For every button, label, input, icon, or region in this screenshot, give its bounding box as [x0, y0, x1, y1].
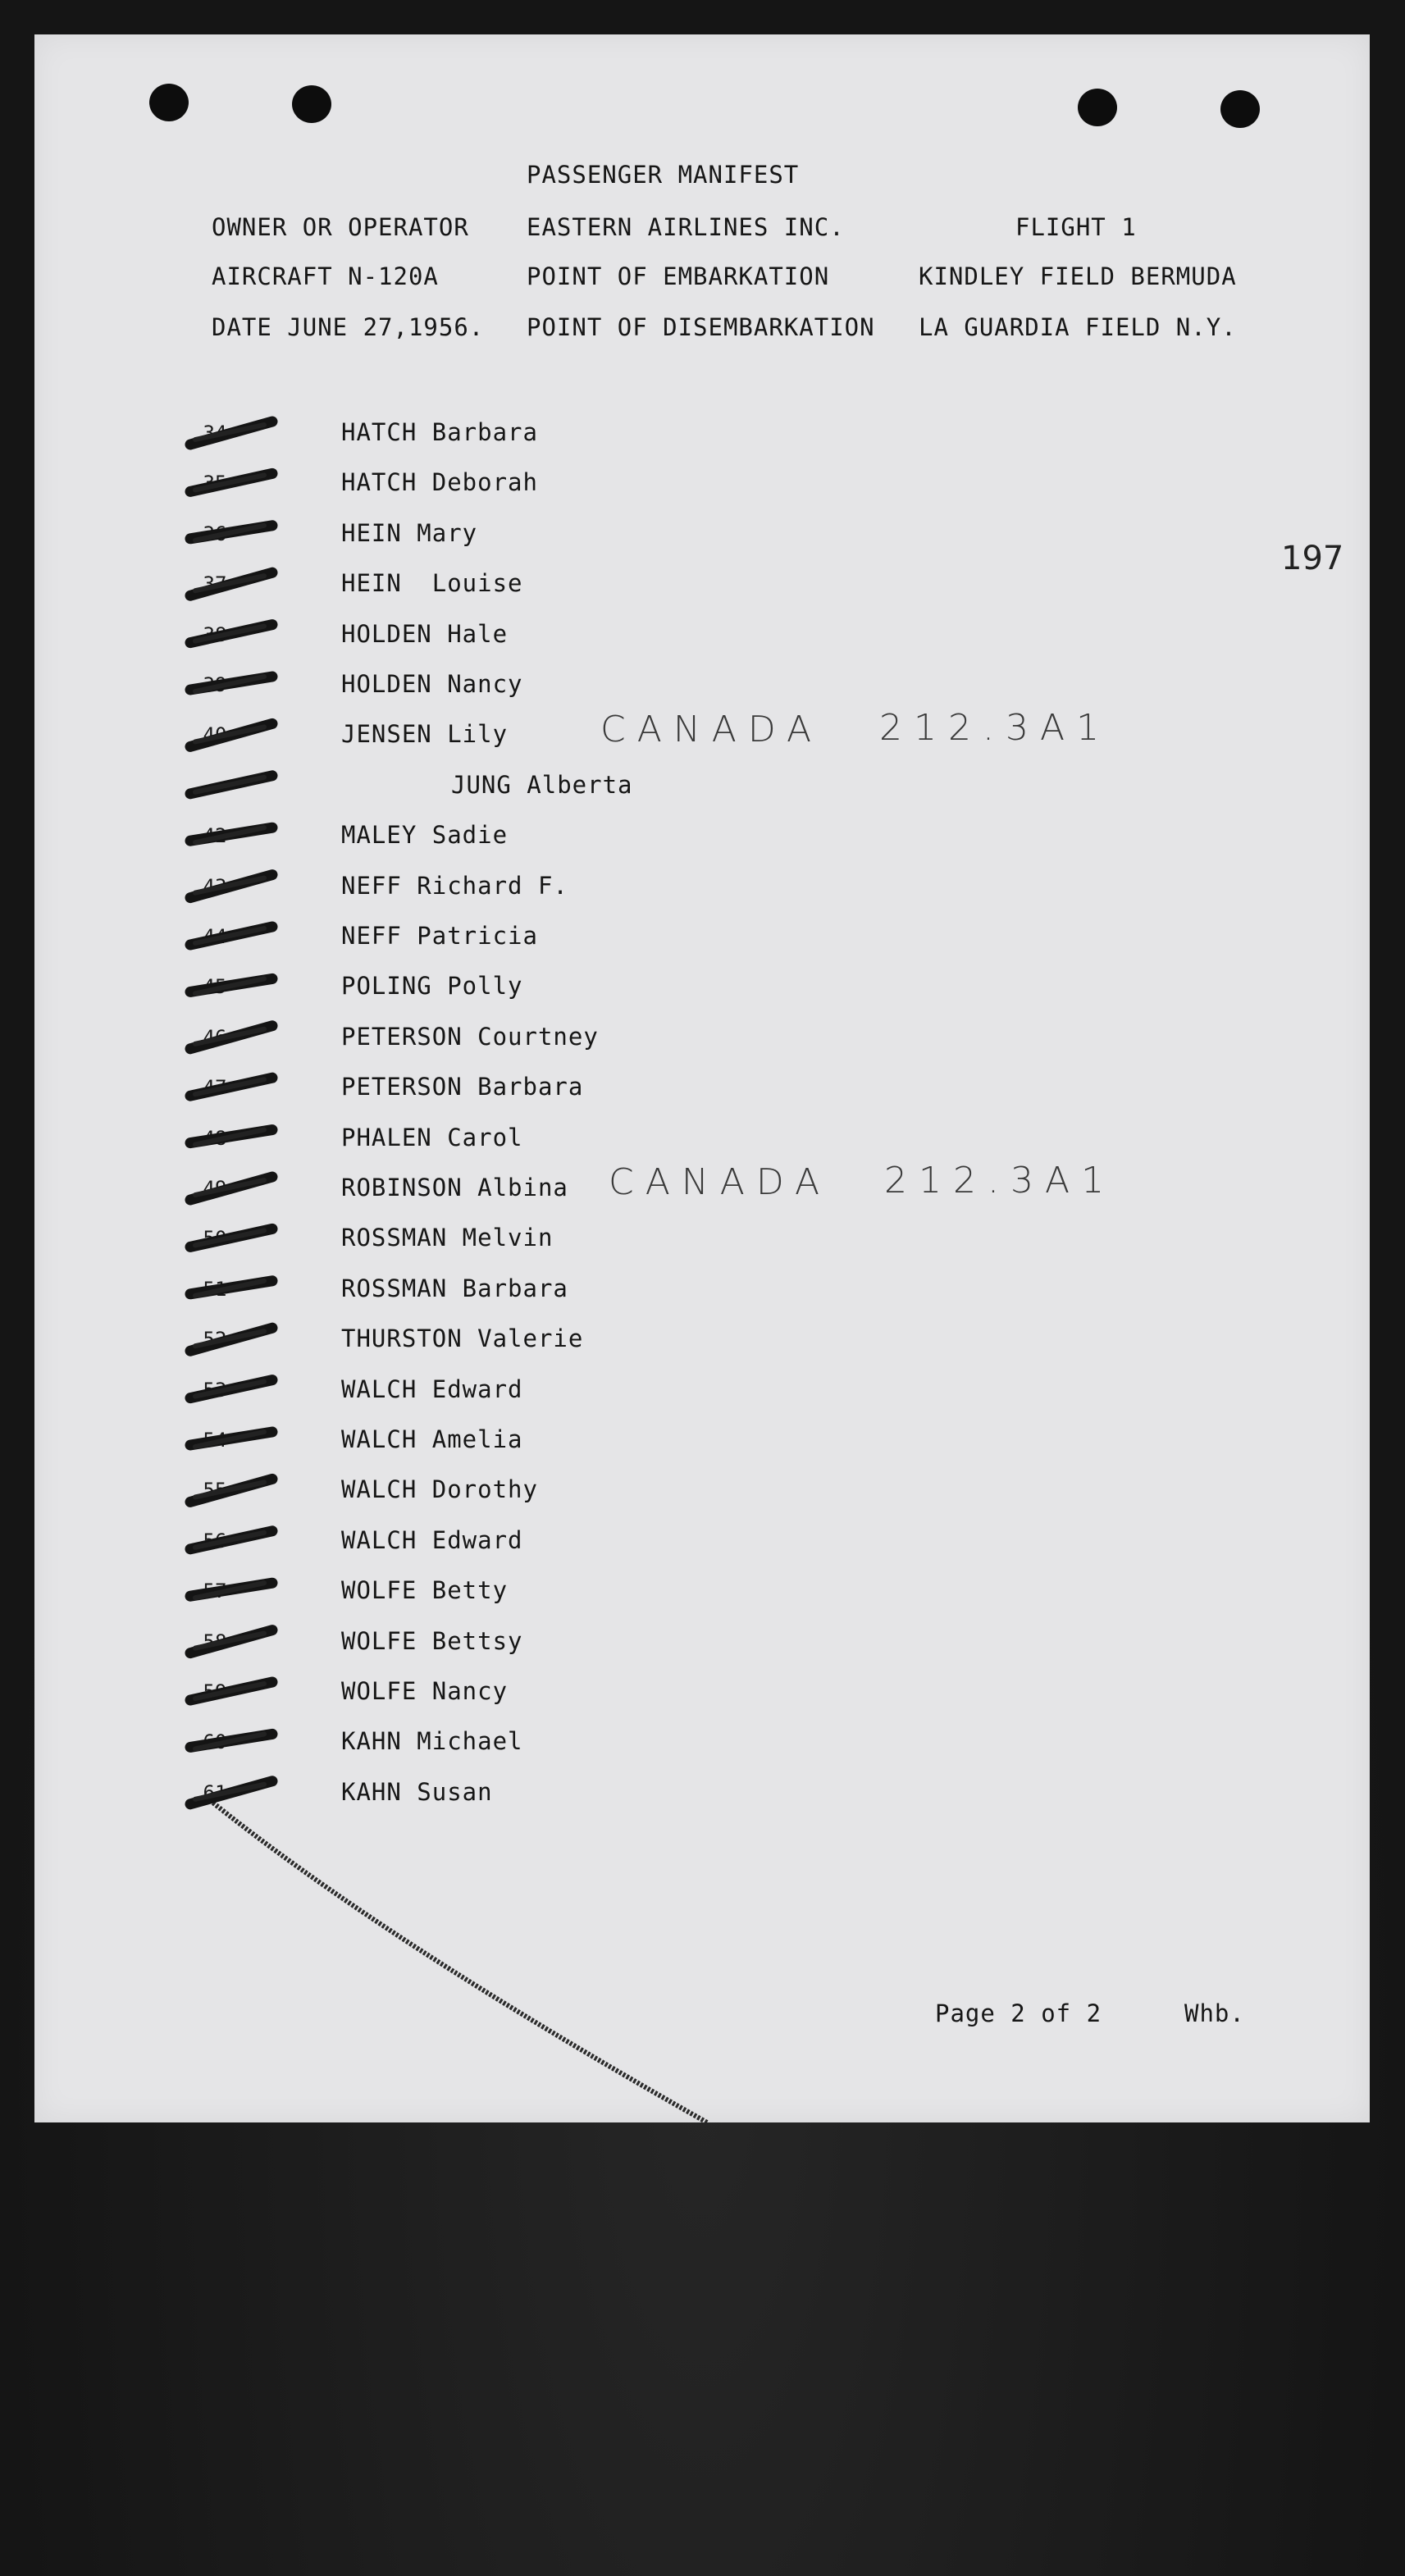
passenger-name: HOLDEN Nancy — [341, 670, 523, 698]
passenger-name: ROSSMAN Melvin — [341, 1224, 554, 1252]
passenger-name: POLING Polly — [341, 972, 523, 1001]
passenger-name: ROSSMAN Barbara — [341, 1274, 568, 1302]
passenger-name: WALCH Amelia — [341, 1425, 523, 1453]
passenger-number: 53 — [203, 1378, 227, 1402]
passenger-number: 59 — [203, 1680, 227, 1703]
passenger-name: WALCH Dorothy — [341, 1475, 538, 1504]
passenger-number: 40 — [203, 723, 227, 747]
passenger-number: 43 — [203, 874, 227, 898]
passenger-name: PETERSON Barbara — [341, 1073, 584, 1101]
passenger-number: 45 — [203, 975, 227, 999]
handwritten-code: 212.3A1 — [879, 707, 1111, 749]
page-count: Page 2 of 2 — [935, 1999, 1102, 2027]
passenger-number: 47 — [203, 1076, 227, 1100]
embarkation-value: KINDLEY FIELD BERMUDA — [919, 262, 1237, 290]
owner-label: OWNER OR OPERATOR — [212, 213, 469, 241]
passenger-name: WALCH Edward — [341, 1525, 523, 1554]
passenger-name: HEIN Mary — [341, 518, 478, 547]
passenger-number: 46 — [203, 1025, 227, 1049]
manifest-page — [34, 34, 1370, 2122]
passenger-number: 48 — [203, 1126, 227, 1150]
manifest-date: DATE JUNE 27,1956. — [212, 313, 485, 341]
passenger-number: 36 — [203, 522, 227, 545]
passenger-name: PHALEN Carol — [341, 1123, 523, 1151]
passenger-name: WOLFE Betty — [341, 1576, 509, 1605]
passenger-name: ROBINSON Albina — [341, 1174, 568, 1201]
passenger-number: 39 — [203, 673, 227, 696]
handwritten-country: CANADA — [609, 1161, 832, 1203]
passenger-name: KAHN Susan — [341, 1777, 493, 1806]
passenger-name: HATCH Deborah — [341, 468, 538, 497]
passenger-number: 58 — [203, 1630, 227, 1653]
flight-number: FLIGHT 1 — [1015, 213, 1137, 241]
passenger-number: 37 — [203, 572, 227, 596]
passenger-name: JUNG Alberta — [451, 770, 633, 799]
handwritten-country: CANADA — [600, 709, 823, 750]
passenger-number: 50 — [203, 1227, 227, 1251]
clerk-initials: Whb. — [1184, 1999, 1245, 2027]
passenger-name: KAHN Michael — [341, 1727, 523, 1756]
passenger-name: NEFF Patricia — [341, 922, 538, 950]
disembarkation-label: POINT OF DISEMBARKATION — [527, 313, 875, 341]
owner-value: EASTERN AIRLINES INC. — [527, 213, 845, 241]
passenger-number: 52 — [203, 1328, 227, 1352]
passenger-name: WALCH Edward — [341, 1375, 523, 1403]
disembarkation-value: LA GUARDIA FIELD N.Y. — [919, 313, 1237, 341]
passenger-number: 38 — [203, 622, 227, 646]
passenger-number: 57 — [203, 1580, 227, 1603]
passenger-name: THURSTON Valerie — [341, 1324, 584, 1353]
passenger-name: HEIN Louise — [341, 569, 523, 598]
passenger-number: 61 — [203, 1780, 227, 1804]
stamped-page-number: 197 — [1281, 540, 1344, 577]
passenger-number: 54 — [203, 1429, 227, 1452]
passenger-number: 44 — [203, 925, 227, 948]
embarkation-label: POINT OF EMBARKATION — [527, 262, 830, 290]
passenger-number: 42 — [203, 824, 227, 848]
passenger-number: 35 — [203, 472, 227, 495]
passenger-name: JENSEN Lily — [341, 720, 509, 749]
handwritten-code: 212.3A1 — [884, 1160, 1116, 1201]
strike-marks-layer — [34, 34, 1370, 2122]
passenger-name: WOLFE Nancy — [341, 1677, 509, 1705]
aircraft: AIRCRAFT N-120A — [212, 262, 439, 290]
passenger-name: MALEY Sadie — [341, 821, 509, 850]
passenger-name: WOLFE Bettsy — [341, 1626, 523, 1655]
passenger-name: HATCH Barbara — [341, 418, 538, 446]
passenger-name: HOLDEN Hale — [341, 619, 509, 648]
passenger-number: 49 — [203, 1177, 227, 1200]
passenger-number: 60 — [203, 1730, 227, 1754]
passenger-name: NEFF Richard F. — [341, 871, 568, 900]
passenger-number: 55 — [203, 1479, 227, 1502]
passenger-number: 51 — [203, 1277, 227, 1301]
passenger-number: 56 — [203, 1529, 227, 1552]
passenger-name: PETERSON Courtney — [341, 1022, 599, 1051]
passenger-number: 34 — [203, 422, 227, 445]
pencil-slash-line — [207, 1798, 707, 2122]
manifest-title: PASSENGER MANIFEST — [527, 161, 800, 189]
